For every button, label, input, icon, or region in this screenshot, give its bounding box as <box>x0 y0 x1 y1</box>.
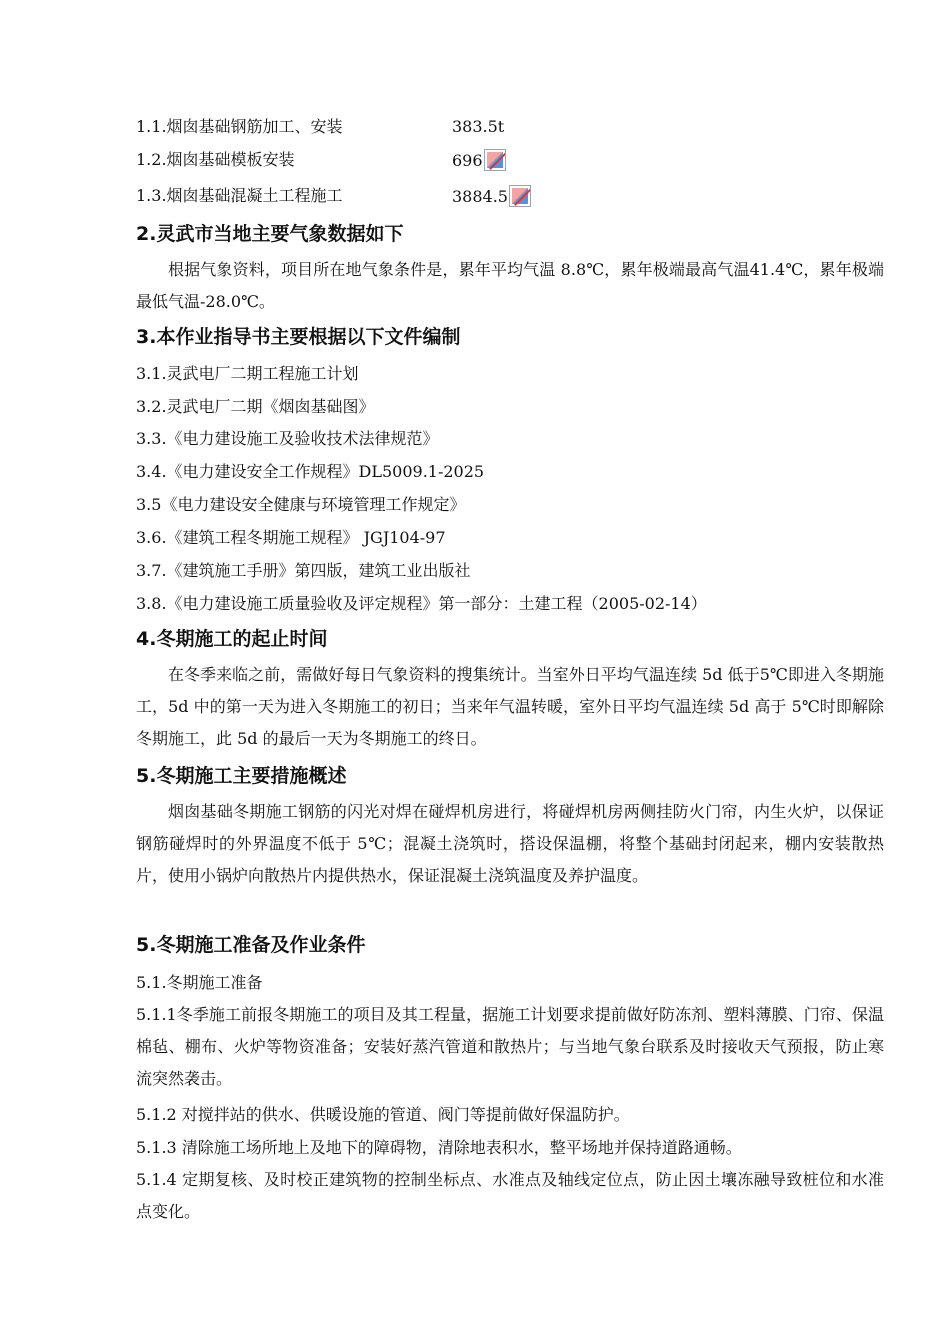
work-item-row <box>136 185 508 207</box>
reference-item: 3.6.《建筑工程冬期施工规程》 JGJ104-97 <box>136 528 446 547</box>
reference-item: 3.4.《电力建设安全工作规程》DL5009.1-2025 <box>136 462 485 481</box>
reference-item: 3.2.灵武电厂二期《烟囱基础图》 <box>136 397 375 416</box>
work-item-label: 1.1.烟囱基础钢筋加工、安装 <box>136 117 343 136</box>
section-heading: 3.本作业指导书主要根据以下文件编制 <box>136 326 461 348</box>
work-item-quantity: 383.5t <box>452 117 505 136</box>
paragraph: 5.1.4 定期复核、及时校正建筑物的控制坐标点、水准点及轴线定位点，防止因土壤冻融导致桩位和水准点变化。 <box>136 1170 884 1221</box>
broken-image-icon <box>509 185 531 207</box>
paragraph: 在冬季来临之前，需做好每日气象资料的搜集统计。当室外日平均气温连续 5d 低于5℃即进入冬期施工，5d 中的第一天为进入冬期施工的初日；当来年气温转暖，室外日平均气温连续 5d 高于 5℃时即解除冬期施工，此 5d 的最后一天为冬期施工的终日。 <box>136 665 884 748</box>
list-item: 5.1.2 对搅拌站的供水、供暖设施的管道、阀门等提前做好保温防护。 <box>136 1105 630 1124</box>
broken-image-icon <box>484 149 506 171</box>
reference-item: 3.3.《电力建设施工及验收技术法律规范》 <box>136 429 439 448</box>
work-item-quantity: 3884.5 <box>452 187 508 206</box>
reference-item: 3.1.灵武电厂二期工程施工计划 <box>136 364 359 383</box>
work-item-quantity-cell <box>452 149 506 172</box>
work-item-row <box>136 116 505 138</box>
work-item-quantity-cell <box>452 185 531 208</box>
work-item-label: 1.2.烟囱基础模板安装 <box>136 150 295 169</box>
subsection-title: 5.1.冬期施工准备 <box>136 973 263 992</box>
work-item-label: 1.3.烟囱基础混凝土工程施工 <box>136 186 343 205</box>
reference-item: 3.5《电力建设安全健康与环境管理工作规定》 <box>136 495 466 514</box>
list-item: 5.1.3 清除施工场所地上及地下的障碍物，清除地表积水，整平场地并保持道路通畅。 <box>136 1138 742 1157</box>
paragraph: 烟囱基础冬期施工钢筋的闪光对焊在碰焊机房进行，将碰焊机房两侧挂防火门帘，内生火炉，以保证钢筋碰焊时的外界温度不低于 5℃；混凝土浇筑时，搭设保温棚，将整个基础封闭起来，棚内安装散热片，使用小锅炉向散热片内提供热水，保证混凝土浇筑温度及养护温度。 <box>136 802 884 885</box>
reference-item: 3.7.《建筑施工手册》第四版，建筑工业出版社 <box>136 561 471 580</box>
work-item-quantity: 696 <box>452 151 483 170</box>
reference-item: 3.8.《电力建设施工质量验收及评定规程》第一部分：土建工程（2005-02-14） <box>136 594 707 613</box>
section-heading: 4.冬期施工的起止时间 <box>136 628 328 650</box>
paragraph: 根据气象资料，项目所在地气象条件是，累年平均气温 8.8℃，累年极端最高气温41.4℃，累年极端最低气温-28.0℃。 <box>136 260 884 311</box>
work-item-row <box>136 149 483 171</box>
section-heading: 2.灵武市当地主要气象数据如下 <box>136 223 404 245</box>
paragraph: 5.1.1冬季施工前报冬期施工的项目及其工程量，据施工计划要求提前做好防冻剂、塑料薄膜、门帘、保温棉毡、棚布、火炉等物资准备；安装好蒸汽管道和散热片；与当地气象台联系及时接收天气预报，防止寒流突然袭击。 <box>136 1005 884 1088</box>
section-heading: 5.冬期施工主要措施概述 <box>136 765 347 787</box>
section-heading: 5.冬期施工准备及作业条件 <box>136 934 366 956</box>
